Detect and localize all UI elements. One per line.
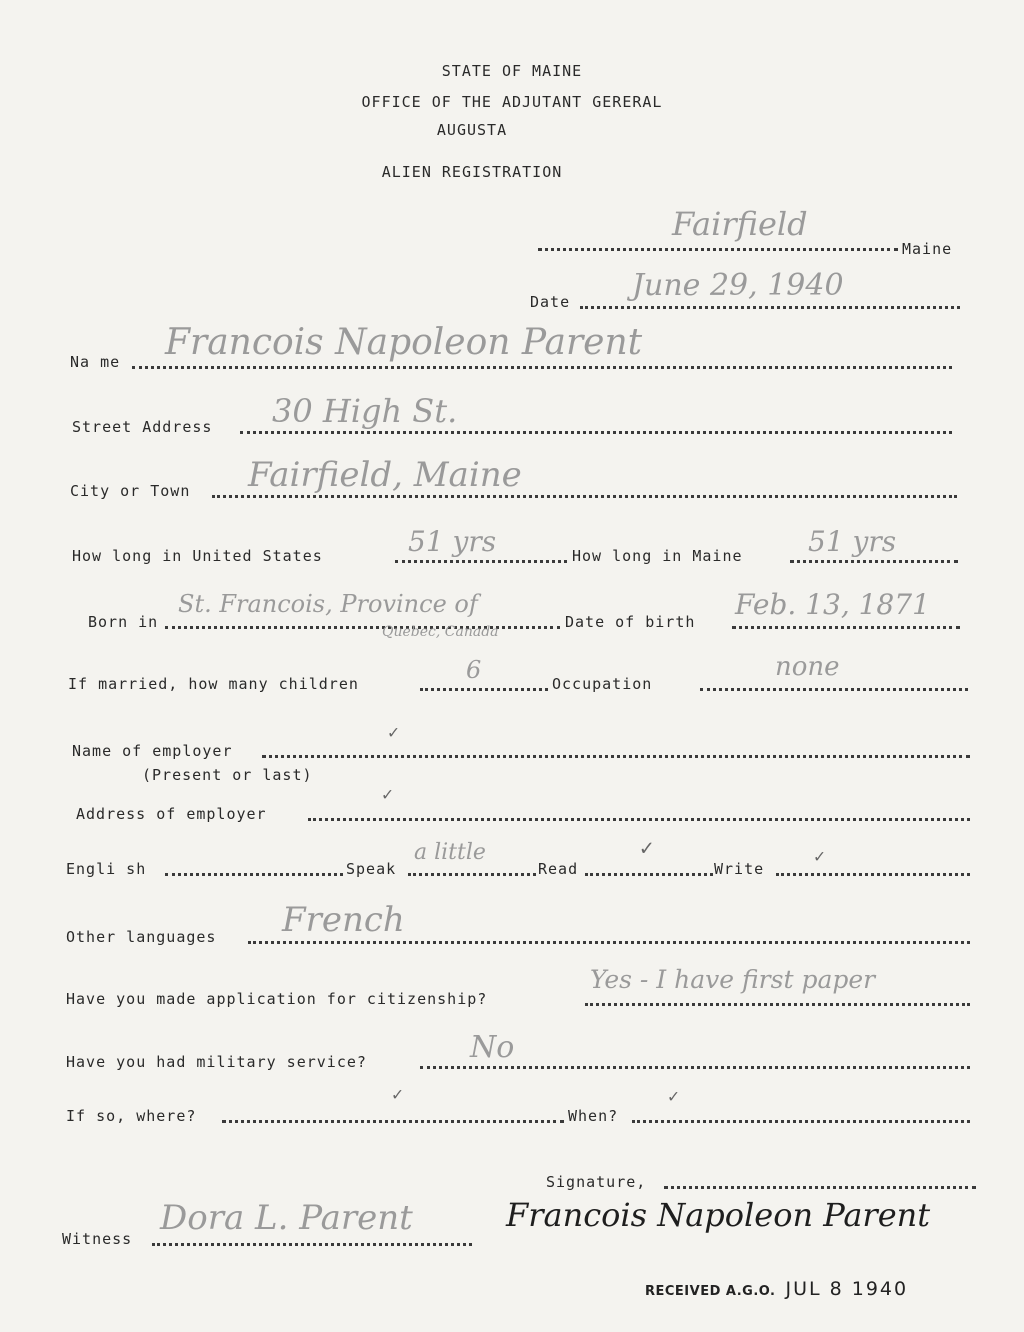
witness-line (152, 1243, 472, 1246)
english-label: Engli sh (66, 860, 147, 878)
citizenship-line (585, 1003, 970, 1006)
read-check: ✓ (640, 836, 654, 861)
city-value: Fairfield, Maine (248, 455, 522, 495)
received-stamp-date: JUL 8 1940 (785, 1278, 909, 1300)
employer-note: (Present or last) (142, 766, 313, 784)
military-line (420, 1066, 970, 1069)
how-long-us-label: How long in United States (72, 547, 323, 565)
speak-line (408, 873, 536, 876)
town-line (538, 248, 898, 251)
speak-value: a little (414, 840, 486, 865)
children-value: 6 (466, 656, 482, 684)
write-line (776, 873, 970, 876)
city-label: City or Town (70, 482, 191, 500)
if-so-where-line (222, 1120, 564, 1123)
date-of-birth-value: Feb. 13, 1871 (735, 588, 930, 621)
date-of-birth-label: Date of birth (565, 613, 696, 631)
witness-value: Dora L. Parent (160, 1198, 413, 1238)
born-in-line (165, 626, 560, 629)
town-value: Fairfield (672, 205, 808, 243)
header-state: STATE OF MAINE (441, 62, 583, 80)
born-in-value: St. Francois, Province of (178, 590, 478, 618)
signature-value: Francois Napoleon Parent (506, 1196, 931, 1234)
if-so-where-check: ✓ (392, 1084, 403, 1105)
write-label: Write (714, 860, 765, 878)
military-value: No (470, 1030, 515, 1065)
how-long-maine-label: How long in Maine (572, 547, 743, 565)
city-line (212, 495, 957, 498)
employer-name-line (262, 755, 970, 758)
children-label: If married, how many children (68, 675, 359, 693)
form-title: ALIEN REGISTRATION (381, 163, 563, 181)
date-line (580, 306, 960, 309)
children-line (420, 688, 548, 691)
street-line (240, 431, 952, 434)
citizenship-label: Have you made application for citizenship? (66, 990, 488, 1008)
street-label: Street Address (72, 418, 213, 436)
employer-address-check: ✓ (382, 784, 393, 805)
employer-address-label: Address of employer (76, 805, 267, 823)
speak-label: Speak (346, 860, 397, 878)
write-check: ✓ (814, 846, 825, 867)
read-label: Read (538, 860, 579, 878)
header-office: OFFICE OF THE ADJUTANT GERERAL (361, 93, 663, 111)
how-long-us-line (395, 560, 567, 563)
when-line (632, 1120, 970, 1123)
occupation-value: none (775, 652, 840, 682)
date-value: June 29, 1940 (632, 268, 844, 303)
name-label: Na me (70, 353, 121, 371)
street-value: 30 High St. (272, 392, 458, 430)
signature-label: Signature, (546, 1173, 647, 1191)
name-line (132, 366, 952, 369)
how-long-maine-line (790, 560, 958, 563)
signature-line (664, 1186, 976, 1189)
occupation-label: Occupation (552, 675, 653, 693)
occupation-line (700, 688, 968, 691)
name-value: Francois Napoleon Parent (165, 322, 643, 363)
other-languages-line (248, 941, 970, 944)
date-label: Date (530, 293, 571, 311)
how-long-us-value: 51 yrs (408, 525, 497, 558)
received-stamp (645, 1278, 908, 1300)
military-label: Have you had military service? (66, 1053, 367, 1071)
received-stamp-label: RECEIVED A.G.O. (645, 1284, 776, 1299)
born-in-label: Born in (88, 613, 159, 631)
employer-address-line (308, 818, 970, 821)
when-check: ✓ (668, 1086, 679, 1107)
employer-name-check: ✓ (388, 722, 399, 743)
born-in-value-line2: Quebec, Canada (382, 624, 499, 640)
english-line (165, 873, 343, 876)
employer-name-label: Name of employer (72, 742, 233, 760)
how-long-maine-value: 51 yrs (808, 525, 897, 558)
if-so-where-label: If so, where? (66, 1107, 197, 1125)
read-line (585, 873, 713, 876)
other-languages-label: Other languages (66, 928, 217, 946)
date-of-birth-line (732, 626, 960, 629)
when-label: When? (568, 1107, 619, 1125)
witness-label: Witness (62, 1230, 133, 1248)
citizenship-value: Yes - I have first paper (590, 965, 876, 994)
other-languages-value: French (282, 900, 405, 940)
maine-suffix: Maine (902, 240, 953, 258)
header-city: AUGUSTA (436, 121, 508, 139)
